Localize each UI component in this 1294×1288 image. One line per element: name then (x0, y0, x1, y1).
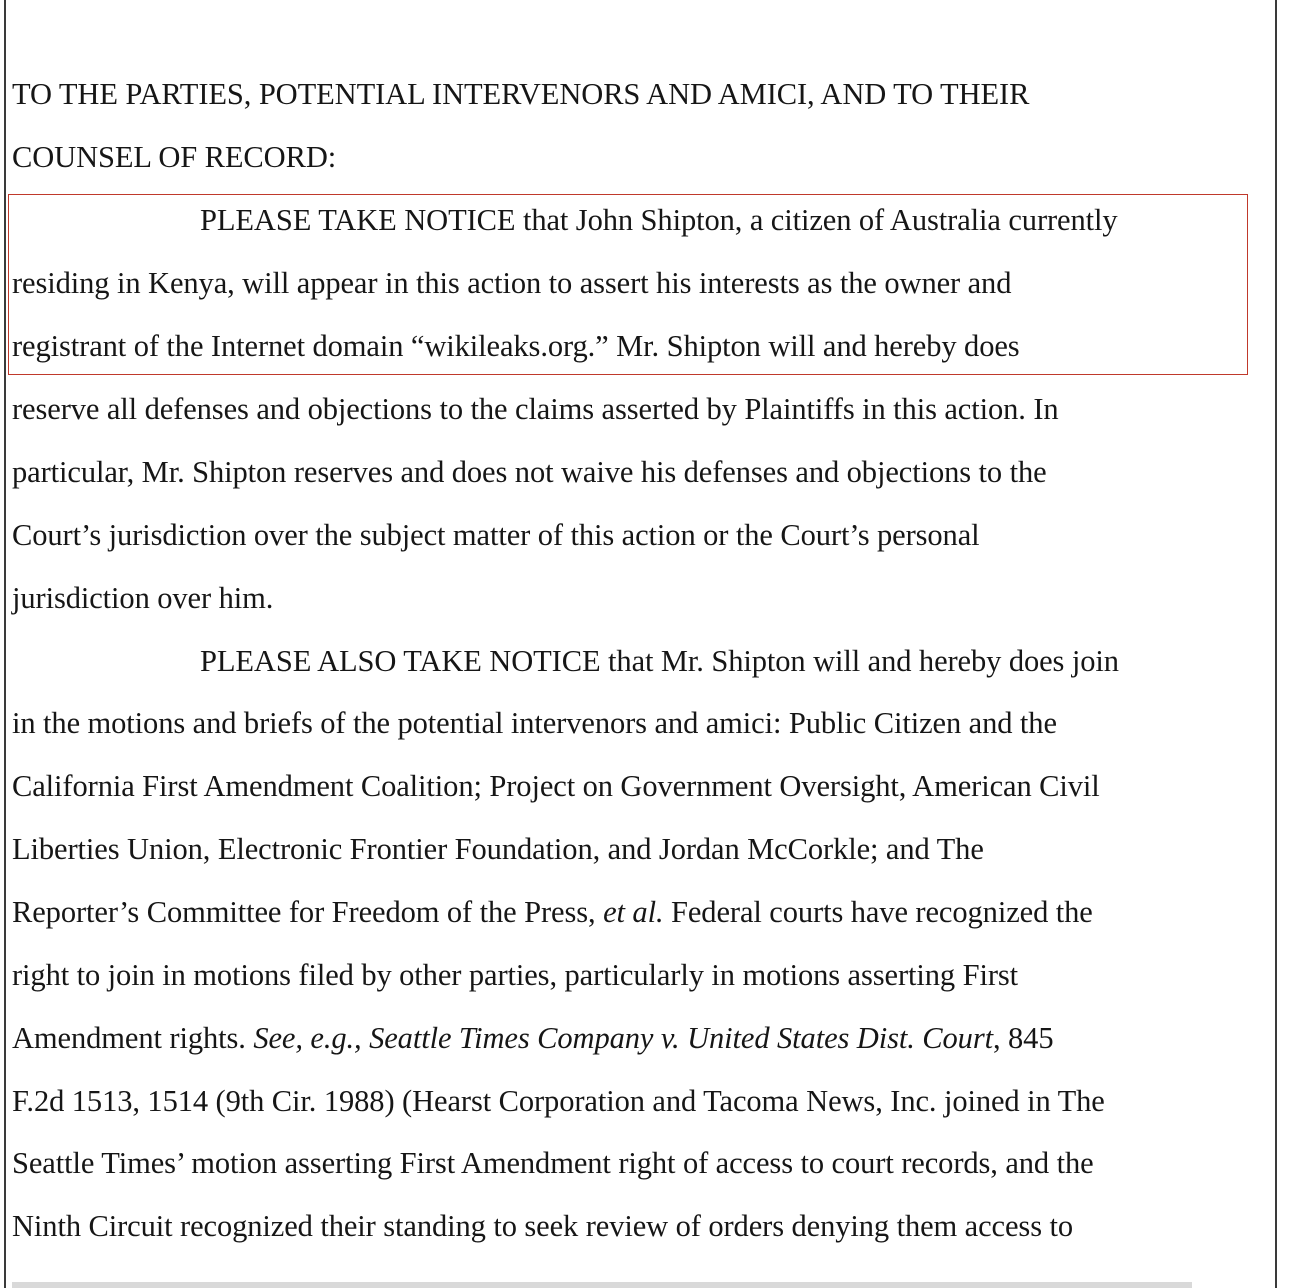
text-line: Seattle Times’ motion asserting First Amendment right of access to court records, and the (12, 1146, 1094, 1180)
text-line: California First Amendment Coalition; Project on Government Oversight, American Civil (12, 769, 1100, 803)
text-line: right to join in motions filed by other parties, particularly in motions asserting First (12, 958, 1019, 992)
text-segment: Amendment rights. (12, 1021, 254, 1055)
text-line: residing in Kenya, will appear in this action to assert his interests as the owner and (12, 266, 1012, 300)
text-line: COUNSEL OF RECORD: (12, 140, 337, 174)
text-line: PLEASE ALSO TAKE NOTICE that Mr. Shipton will and hereby does join (200, 644, 1119, 678)
text-line (12, 892, 1093, 932)
cropped-text-line (12, 1268, 1252, 1288)
text-line: particular, Mr. Shipton reserves and does not waive his defenses and objections to the (12, 455, 1047, 489)
text-line: Liberties Union, Electronic Frontier Foundation, and Jordan McCorkle; and The (12, 832, 984, 866)
text-segment: Reporter’s Committee for Freedom of the Press, (12, 895, 604, 929)
italic-citation: See, e.g., Seattle Times Company v. United States Dist. Court (253, 1021, 993, 1055)
text-line: reserve all defenses and objections to the claims asserted by Plaintiffs in this action. In (12, 392, 1059, 426)
text-line: Ninth Circuit recognized their standing to seek review of orders denying them access to (12, 1209, 1074, 1243)
left-margin-rule (4, 0, 6, 1288)
text-segment: Federal courts have recognized the (663, 895, 1093, 929)
text-line: TO THE PARTIES, POTENTIAL INTERVENORS AND AMICI, AND TO THEIR (12, 77, 1030, 111)
text-line: F.2d 1513, 1514 (9th Cir. 1988) (Hearst Corporation and Tacoma News, Inc. joined in The (12, 1084, 1105, 1118)
text-line: registrant of the Internet domain “wikileaks.org.” Mr. Shipton will and hereby does (12, 329, 1020, 363)
cropped-text-fragment (12, 1282, 1192, 1288)
text-line: Court’s jurisdiction over the subject matter of this action or the Court’s personal (12, 518, 980, 552)
right-margin-rule (1275, 0, 1277, 1288)
italic-citation: et al. (603, 895, 664, 929)
text-line (12, 1018, 1054, 1058)
text-line: in the motions and briefs of the potential intervenors and amici: Public Citizen and the (12, 706, 1057, 740)
text-line: PLEASE TAKE NOTICE that John Shipton, a citizen of Australia currently (200, 203, 1118, 237)
highlight-box (8, 194, 1248, 375)
text-segment: , 845 (992, 1021, 1054, 1055)
text-line: jurisdiction over him. (12, 581, 274, 615)
